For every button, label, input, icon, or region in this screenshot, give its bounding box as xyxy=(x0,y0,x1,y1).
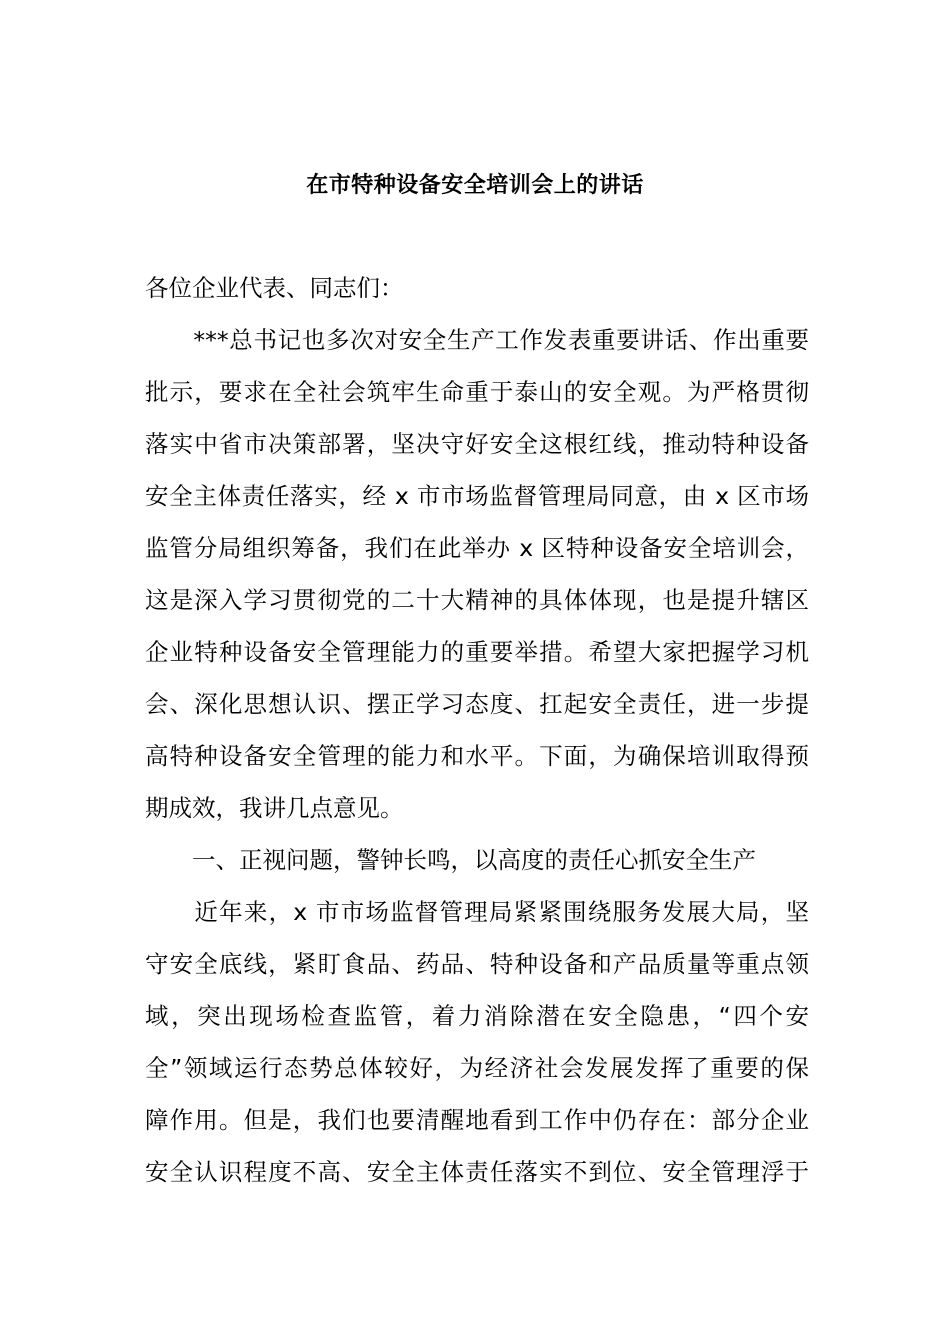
body-line: 批示，要求在全社会筑牢生命重于泰山的安全观。为严格贯彻 xyxy=(145,378,809,406)
body-line: 全”领域运行态势总体较好，为经济社会发展发挥了重要的保 xyxy=(145,1054,809,1082)
body-line: 高特种设备安全管理的能力和水平。下面，为确保培训取得预 xyxy=(145,742,809,770)
salutation-line: 各位企业代表、同志们： xyxy=(145,274,404,302)
body-line: 企业特种设备安全管理能力的重要举措。希望大家把握学习机 xyxy=(145,638,809,666)
body-line: ***总书记也多次对安全生产工作发表重要讲话、作出重要 xyxy=(145,326,809,354)
body-line: 域，突出现场检查监管，着力消除潜在安全隐患，“四个安 xyxy=(145,1002,809,1030)
body-line: 守安全底线，紧盯食品、药品、特种设备和产品质量等重点领 xyxy=(145,950,809,978)
body-line: 安全认识程度不高、安全主体责任落实不到位、安全管理浮于 xyxy=(145,1158,809,1186)
body-line: 会、深化思想认识、摆正学习态度、扛起安全责任，进一步提 xyxy=(145,690,809,718)
body-line: 近年来，x 市市场监督管理局紧紧围绕服务发展大局，坚 xyxy=(145,898,809,926)
body-line: 这是深入学习贯彻党的二十大精神的具体体现，也是提升辖区 xyxy=(145,586,809,614)
section-heading: 一、正视问题，警钟长鸣，以高度的责任心抓安全生产 xyxy=(145,846,756,874)
body-line: 落实中省市决策部署，坚决守好安全这根红线，推动特种设备 xyxy=(145,430,809,458)
body-line: 障作用。但是，我们也要清醒地看到工作中仍存在：部分企业 xyxy=(145,1106,809,1134)
body-line: 监管分局组织筹备，我们在此举办 x 区特种设备安全培训会， xyxy=(145,534,809,562)
document-title: 在市特种设备安全培训会上的讲话 xyxy=(306,173,644,198)
body-line: 安全主体责任落实，经 x 市市场监督管理局同意，由 x 区市场 xyxy=(145,482,809,510)
body-line: 期成效，我讲几点意见。 xyxy=(145,794,404,822)
